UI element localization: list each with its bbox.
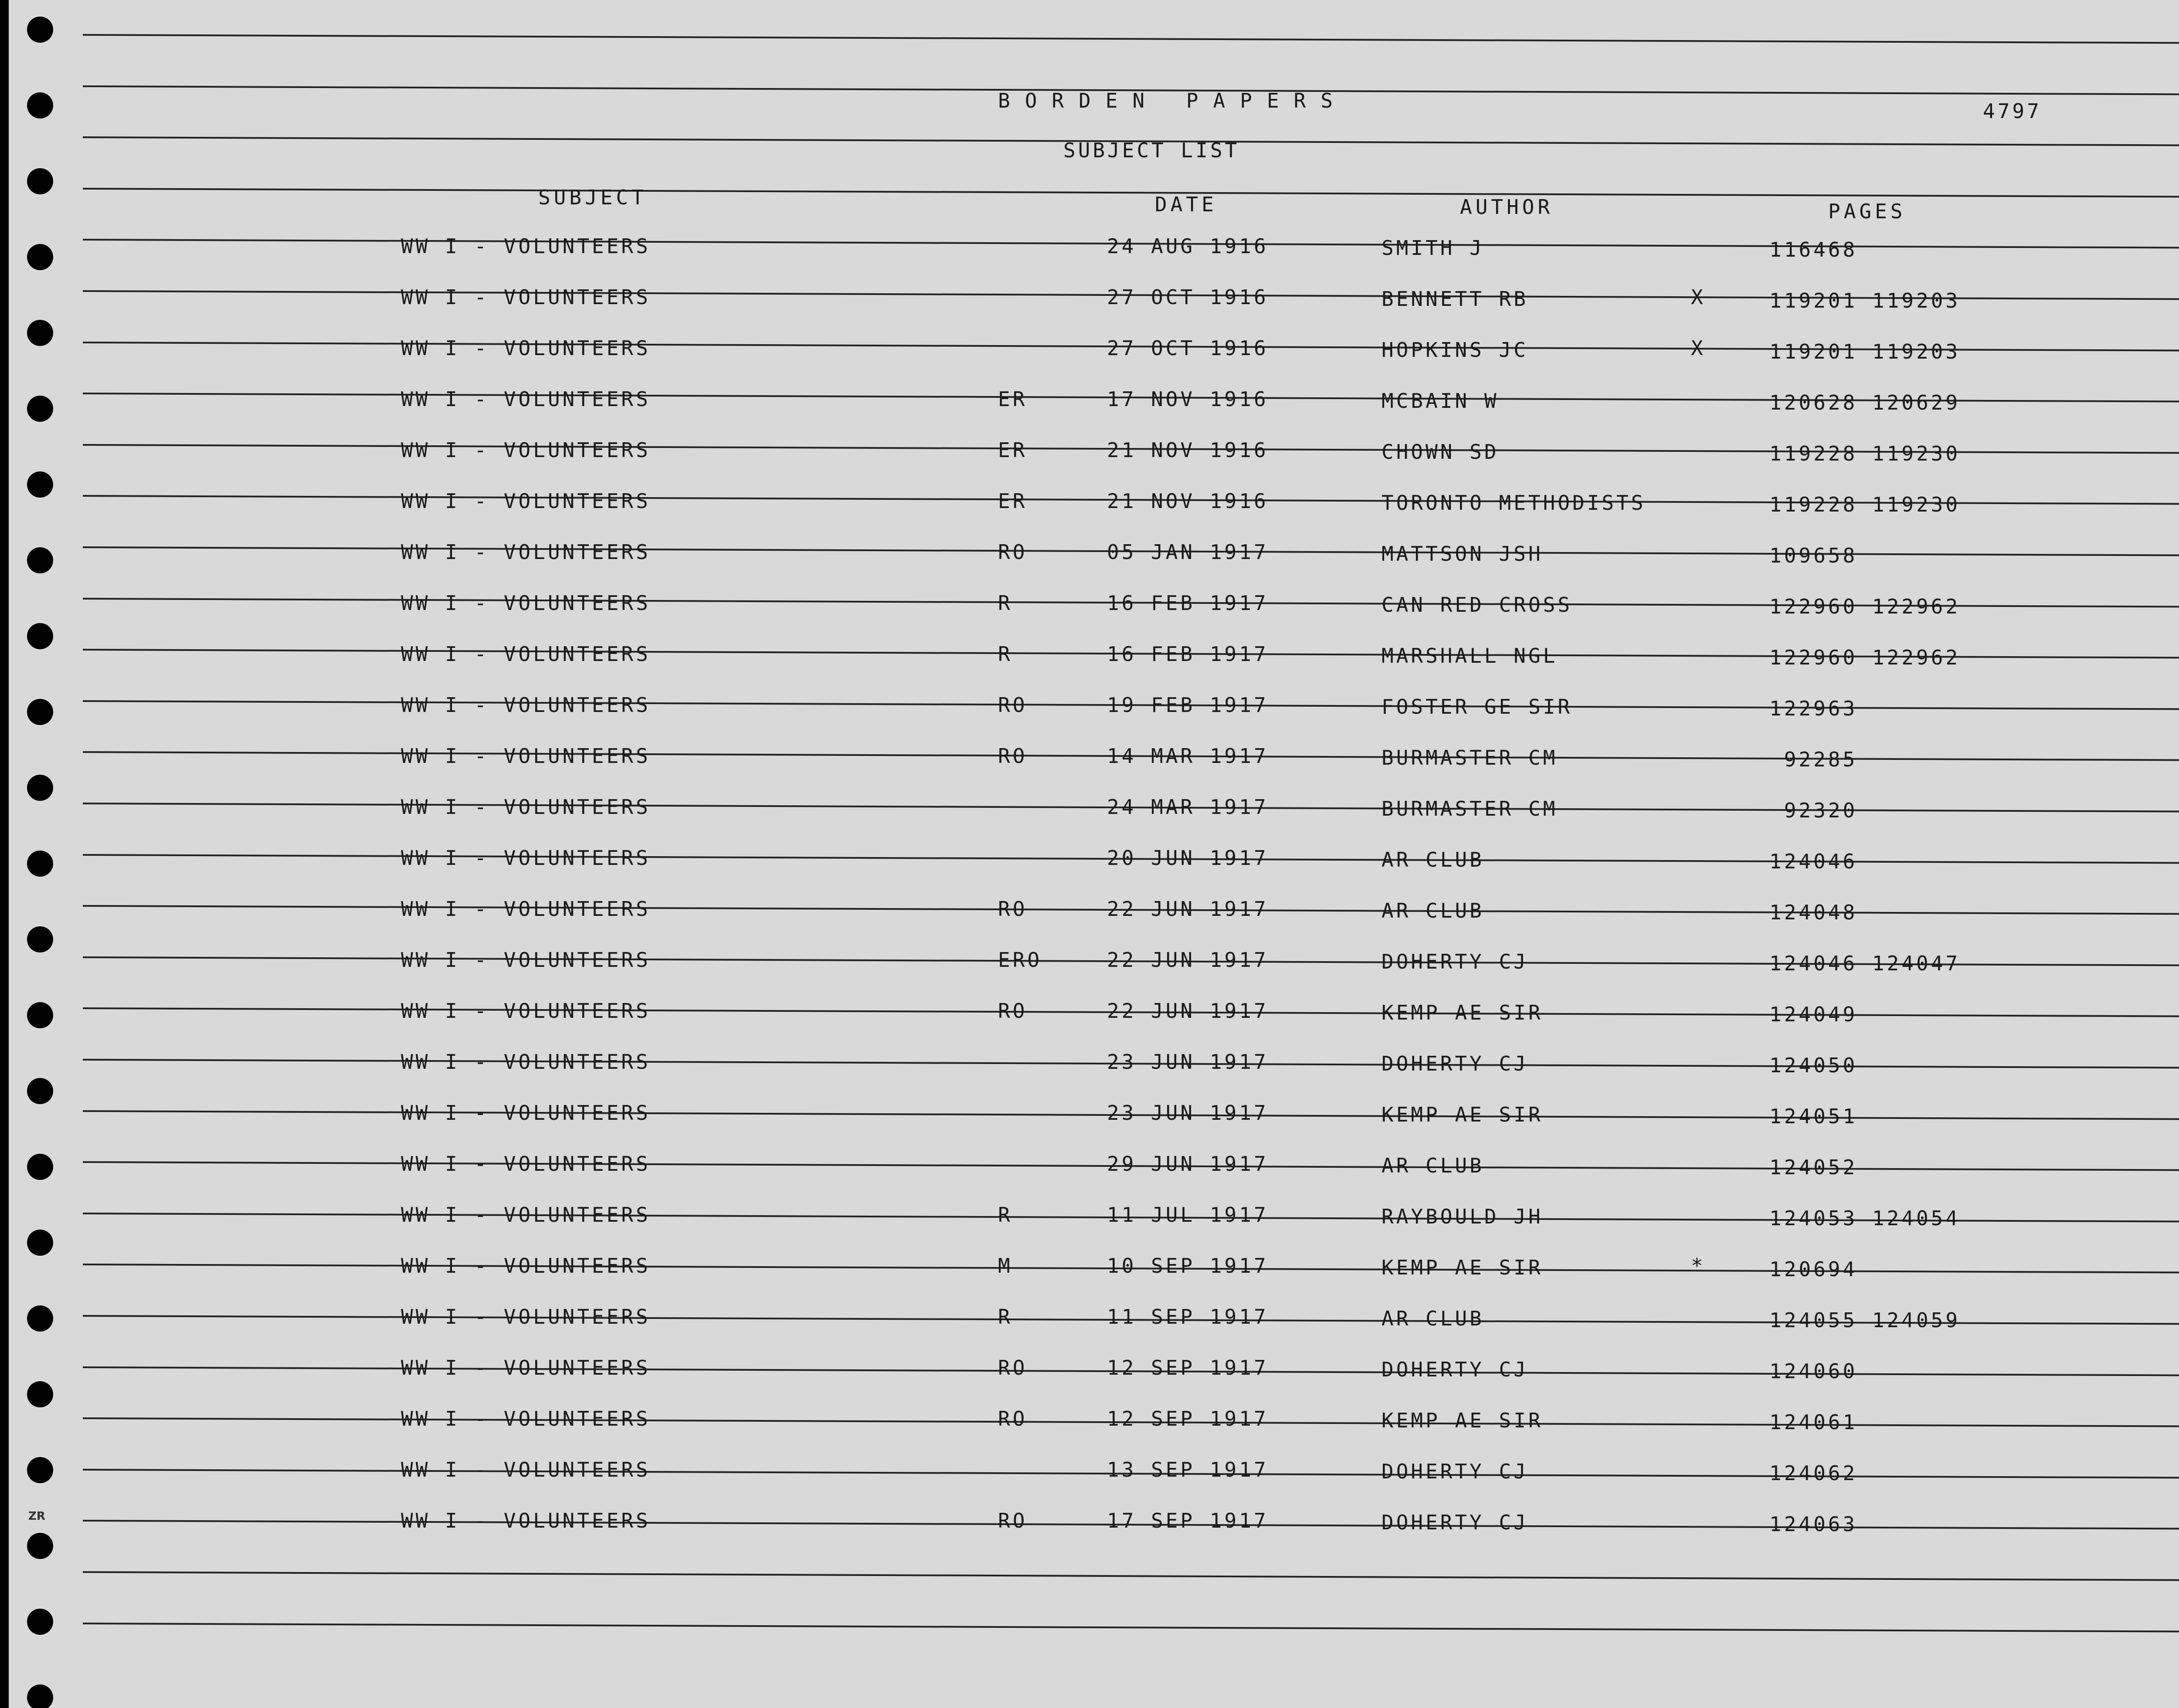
row-subject: WW I - VOLUNTEERS — [401, 234, 651, 258]
row-code: RO — [998, 540, 1028, 564]
document-sheet — [9, 0, 2179, 1708]
row-pages: 124050 — [1769, 1054, 1858, 1077]
row-pages: 124055 124059 — [1769, 1308, 1961, 1332]
feed-hole — [27, 320, 53, 346]
row-pages: 119228 119230 — [1769, 493, 1961, 516]
row-pages: 120694 — [1769, 1257, 1858, 1281]
row-author: RAYBOULD JH — [1381, 1205, 1543, 1228]
row-date: 22 JUN 1917 — [1107, 897, 1269, 921]
column-header-pages: PAGES — [1828, 200, 1906, 223]
row-subject: WW I - VOLUNTEERS — [401, 846, 651, 870]
row-code: RO — [998, 999, 1028, 1023]
row-subject: WW I - VOLUNTEERS — [401, 336, 651, 360]
row-pages: 124052 — [1769, 1156, 1858, 1179]
row-author: KEMP AE SIR — [1381, 1409, 1543, 1432]
column-header-date: DATE — [1155, 193, 1217, 216]
row-code: R — [998, 1305, 1013, 1328]
feed-hole — [27, 1381, 53, 1407]
row-date: 13 SEP 1917 — [1107, 1458, 1269, 1481]
row-mark: X — [1691, 336, 1706, 360]
column-header-author: AUTHOR — [1460, 195, 1554, 219]
row-date: 16 FEB 1917 — [1107, 642, 1269, 666]
row-subject: WW I - VOLUNTEERS — [401, 999, 651, 1023]
document-subtitle: SUBJECT LIST — [1063, 139, 1240, 162]
row-subject: WW I - VOLUNTEERS — [401, 795, 651, 819]
row-date: 23 JUN 1917 — [1107, 1101, 1269, 1125]
rule-line — [83, 1623, 2179, 1633]
row-date: 10 SEP 1917 — [1107, 1254, 1269, 1278]
feed-hole — [27, 926, 53, 952]
row-date: 21 NOV 1916 — [1107, 438, 1269, 462]
row-author: KEMP AE SIR — [1381, 1001, 1543, 1024]
rule-line — [83, 1571, 2179, 1581]
row-pages: 124051 — [1769, 1105, 1858, 1128]
row-author: MATTSON JSH — [1381, 542, 1543, 566]
row-author: KEMP AE SIR — [1381, 1103, 1543, 1126]
row-date: 17 SEP 1917 — [1107, 1509, 1269, 1532]
row-subject: WW I - VOLUNTEERS — [401, 693, 651, 717]
row-pages: 124046 — [1769, 850, 1858, 873]
row-code: R — [998, 1203, 1013, 1227]
row-author: TORONTO METHODISTS — [1381, 491, 1646, 515]
row-subject: WW I - VOLUNTEERS — [401, 642, 651, 666]
row-subject: WW I - VOLUNTEERS — [401, 897, 651, 921]
row-pages: 122960 122962 — [1769, 646, 1961, 669]
feed-hole — [27, 1457, 53, 1483]
row-subject: WW I - VOLUNTEERS — [401, 1050, 651, 1074]
row-pages: 122960 122962 — [1769, 595, 1961, 618]
row-mark: * — [1691, 1254, 1706, 1278]
row-author: HOPKINS JC — [1381, 338, 1528, 362]
row-subject: WW I - VOLUNTEERS — [401, 1407, 651, 1430]
row-author: MARSHALL NGL — [1381, 644, 1558, 668]
row-subject: WW I - VOLUNTEERS — [401, 948, 651, 972]
rule-line — [83, 188, 2179, 198]
row-subject: WW I - VOLUNTEERS — [401, 1305, 651, 1328]
row-date: 17 NOV 1916 — [1107, 387, 1269, 411]
row-subject: WW I - VOLUNTEERS — [401, 285, 651, 309]
row-code: RO — [998, 1509, 1028, 1532]
column-header-subject: SUBJECT — [538, 186, 647, 209]
rule-line — [83, 34, 2179, 44]
row-date: 11 JUL 1917 — [1107, 1203, 1269, 1227]
row-pages: 124061 — [1769, 1410, 1858, 1434]
row-pages: 124063 — [1769, 1512, 1858, 1536]
row-author: DOHERTY CJ — [1381, 1511, 1528, 1534]
row-date: 19 FEB 1917 — [1107, 693, 1269, 717]
row-author: AR CLUB — [1381, 899, 1484, 922]
feed-hole — [27, 1609, 53, 1635]
feed-hole — [27, 623, 53, 649]
row-code: ERO — [998, 948, 1042, 972]
row-pages: 92285 — [1769, 748, 1858, 771]
row-pages: 116468 — [1769, 238, 1858, 261]
feed-hole — [27, 92, 53, 119]
row-author: DOHERTY CJ — [1381, 1460, 1528, 1483]
row-date: 22 JUN 1917 — [1107, 999, 1269, 1023]
row-mark: X — [1691, 285, 1706, 309]
row-author: AR CLUB — [1381, 1154, 1484, 1177]
feed-hole — [27, 1684, 53, 1708]
feed-hole — [27, 547, 53, 573]
feed-hole — [27, 168, 53, 194]
row-code: RO — [998, 1356, 1028, 1379]
row-pages: 120628 120629 — [1769, 391, 1961, 414]
row-code: RO — [998, 744, 1028, 768]
row-pages: 124060 — [1769, 1359, 1858, 1383]
row-subject: WW I - VOLUNTEERS — [401, 1203, 651, 1227]
row-date: 16 FEB 1917 — [1107, 591, 1269, 615]
row-pages: 119201 119203 — [1769, 289, 1961, 312]
row-code: ER — [998, 438, 1028, 462]
row-pages: 124062 — [1769, 1461, 1858, 1485]
row-author: KEMP AE SIR — [1381, 1256, 1543, 1279]
feed-hole — [27, 851, 53, 877]
feed-hole — [27, 1154, 53, 1180]
row-code: ER — [998, 489, 1028, 513]
row-code: RO — [998, 1407, 1028, 1430]
row-date: 12 SEP 1917 — [1107, 1356, 1269, 1379]
feed-hole — [27, 775, 53, 801]
row-date: 24 MAR 1917 — [1107, 795, 1269, 819]
row-code: R — [998, 642, 1013, 666]
row-date: 23 JUN 1917 — [1107, 1050, 1269, 1074]
row-author: DOHERTY CJ — [1381, 950, 1528, 973]
feed-hole — [27, 17, 53, 43]
row-subject: WW I - VOLUNTEERS — [401, 744, 651, 768]
row-code: R — [998, 591, 1013, 615]
row-pages: 119228 119230 — [1769, 442, 1961, 465]
feed-hole — [27, 1230, 53, 1256]
page-number: 4797 — [1983, 99, 2042, 123]
row-pages: 109658 — [1769, 544, 1858, 567]
row-author: BENNETT RB — [1381, 287, 1528, 311]
feed-hole — [27, 699, 53, 725]
row-pages: 124046 124047 — [1769, 952, 1961, 975]
row-author: FOSTER GE SIR — [1381, 695, 1573, 718]
row-code: M — [998, 1254, 1013, 1278]
row-pages: 92320 — [1769, 799, 1858, 822]
row-author: AR CLUB — [1381, 848, 1484, 871]
row-date: 05 JAN 1917 — [1107, 540, 1269, 564]
row-author: SMITH J — [1381, 236, 1484, 260]
row-subject: WW I - VOLUNTEERS — [401, 1254, 651, 1278]
row-author: CHOWN SD — [1381, 440, 1499, 464]
row-code: RO — [998, 693, 1028, 717]
row-author: AR CLUB — [1381, 1307, 1484, 1330]
row-subject: WW I - VOLUNTEERS — [401, 1509, 651, 1532]
row-pages: 124053 124054 — [1769, 1206, 1961, 1230]
feed-hole — [27, 396, 53, 422]
row-author: BURMASTER CM — [1381, 746, 1558, 769]
row-subject: WW I - VOLUNTEERS — [401, 387, 651, 411]
margin-code: ZR — [28, 1510, 45, 1523]
row-pages: 122963 — [1769, 697, 1858, 720]
row-subject: WW I - VOLUNTEERS — [401, 438, 651, 462]
row-subject: WW I - VOLUNTEERS — [401, 591, 651, 615]
feed-hole — [27, 1533, 53, 1559]
row-author: CAN RED CROSS — [1381, 593, 1573, 617]
row-date: 14 MAR 1917 — [1107, 744, 1269, 768]
feed-hole — [27, 244, 53, 270]
row-subject: WW I - VOLUNTEERS — [401, 1152, 651, 1176]
row-subject: WW I - VOLUNTEERS — [401, 1356, 651, 1379]
feed-hole — [27, 1078, 53, 1104]
row-pages: 119201 119203 — [1769, 340, 1961, 363]
row-date: 11 SEP 1917 — [1107, 1305, 1269, 1328]
feed-hole — [27, 1305, 53, 1332]
row-author: BURMASTER CM — [1381, 797, 1558, 820]
row-date: 29 JUN 1917 — [1107, 1152, 1269, 1176]
row-code: ER — [998, 387, 1028, 411]
row-date: 21 NOV 1916 — [1107, 489, 1269, 513]
feed-hole — [27, 1002, 53, 1028]
row-pages: 124049 — [1769, 1003, 1858, 1026]
row-date: 12 SEP 1917 — [1107, 1407, 1269, 1430]
row-date: 27 OCT 1916 — [1107, 285, 1269, 309]
row-subject: WW I - VOLUNTEERS — [401, 1458, 651, 1481]
row-date: 20 JUN 1917 — [1107, 846, 1269, 870]
row-date: 24 AUG 1916 — [1107, 234, 1269, 258]
row-code: RO — [998, 897, 1028, 921]
row-subject: WW I - VOLUNTEERS — [401, 1101, 651, 1125]
row-date: 22 JUN 1917 — [1107, 948, 1269, 972]
document-title: BORDEN PAPERS — [998, 89, 1348, 112]
row-subject: WW I - VOLUNTEERS — [401, 489, 651, 513]
row-subject: WW I - VOLUNTEERS — [401, 540, 651, 564]
row-author: DOHERTY CJ — [1381, 1052, 1528, 1075]
row-pages: 124048 — [1769, 901, 1858, 924]
feed-hole — [27, 471, 53, 498]
row-author: DOHERTY CJ — [1381, 1358, 1528, 1381]
row-date: 27 OCT 1916 — [1107, 336, 1269, 360]
row-author: MCBAIN W — [1381, 389, 1499, 413]
